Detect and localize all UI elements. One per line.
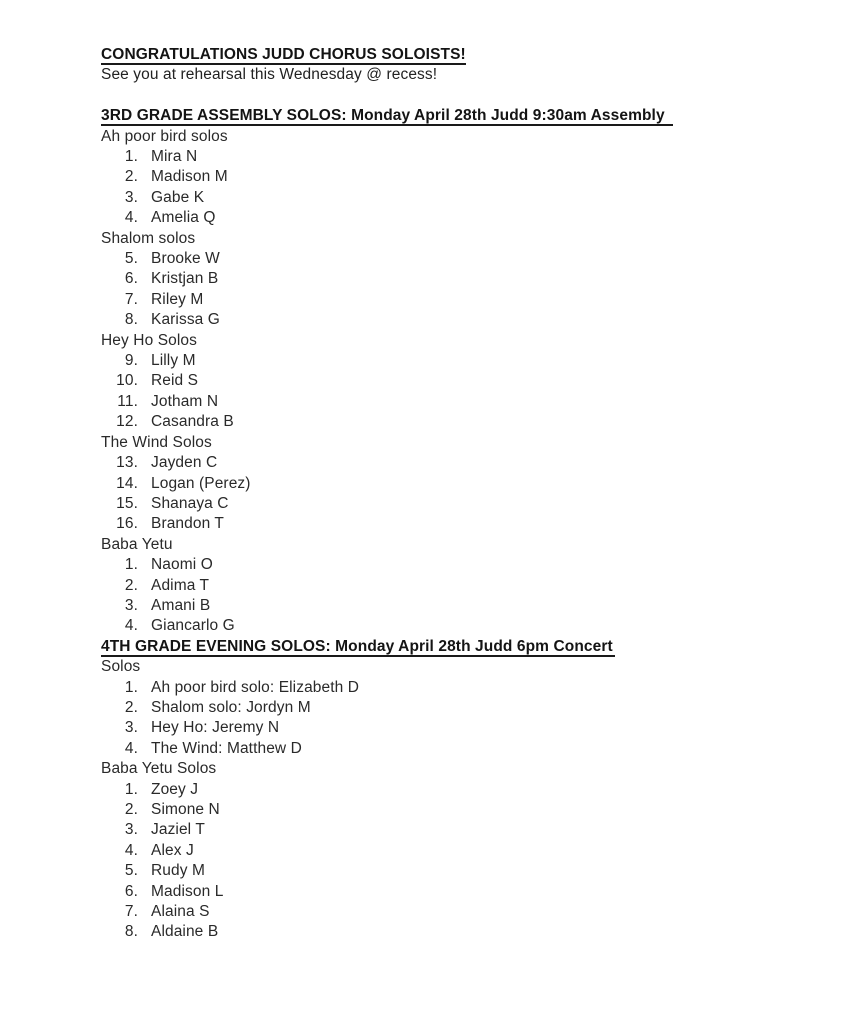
list-item-name: Madison L: [151, 882, 224, 900]
list-item: [101, 596, 821, 616]
section-heading-line: [101, 106, 821, 126]
list-item-number: 11.: [117, 392, 138, 410]
list-item-name: Hey Ho: Jeremy N: [151, 719, 280, 737]
list-item: [101, 780, 821, 800]
title-line: [101, 45, 821, 65]
list-item: [101, 269, 821, 289]
list-item-name: Alaina S: [151, 903, 210, 921]
list-item-number: 10.: [116, 372, 138, 390]
list-item-name: Karissa G: [151, 311, 220, 329]
list-item: [101, 412, 821, 432]
list-item: [101, 678, 821, 698]
list-item: [101, 494, 821, 514]
list-item: [101, 371, 821, 391]
list-item: [101, 861, 821, 881]
list-item-name: Naomi O: [151, 556, 213, 574]
list-item: [101, 474, 821, 494]
group-label: Shalom solos: [101, 229, 196, 247]
list-item: [101, 290, 821, 310]
list-item: [101, 147, 821, 167]
section-heading-line: [101, 637, 821, 657]
blank-line: [101, 86, 821, 106]
list-item-number: 7.: [124, 290, 138, 308]
list-item-number: 3.: [124, 821, 138, 839]
group-label: Baba Yetu Solos: [101, 760, 217, 778]
list-item: [101, 351, 821, 371]
list-item: [101, 841, 821, 861]
list-item-name: Adima T: [151, 576, 210, 594]
list-item-name: Ah poor bird solo: Elizabeth D: [151, 678, 360, 696]
list-item: [101, 208, 821, 228]
list-item-number: 2.: [124, 168, 138, 186]
list-item-number: 12.: [116, 413, 138, 431]
list-item: [101, 514, 821, 534]
list-item-number: 13.: [116, 454, 138, 472]
page-title: CONGRATULATIONS JUDD CHORUS SOLOISTS!: [101, 46, 466, 63]
list-item-name: Amelia Q: [151, 209, 216, 227]
list-item-name: Reid S: [151, 372, 199, 390]
list-item-number: 1.: [124, 556, 138, 574]
list-item-name: Mira N: [151, 148, 198, 166]
group-label: Solos: [101, 658, 141, 676]
list-item-name: Madison M: [151, 168, 228, 186]
list-item-number: 1.: [124, 678, 138, 696]
group-label: The Wind Solos: [101, 433, 212, 451]
list-item-name: Casandra B: [151, 413, 234, 431]
list-item-number: 4.: [124, 841, 138, 859]
list-item: [101, 902, 821, 922]
list-item-name: Rudy M: [151, 862, 206, 880]
list-item-name: Shalom solo: Jordyn M: [151, 698, 311, 716]
list-item-number: 3.: [124, 719, 138, 737]
list-item: [101, 310, 821, 330]
list-item-number: 2.: [124, 698, 138, 716]
subtitle: See you at rehearsal this Wednesday @ recess!: [101, 66, 438, 84]
list-item-number: 8.: [124, 311, 138, 329]
list-item-number: 8.: [124, 923, 138, 941]
list-item-name: Amani B: [151, 596, 211, 614]
list-item-number: 4.: [124, 209, 138, 227]
list-item: [101, 800, 821, 820]
list-item-number: 2.: [124, 576, 138, 594]
list-item-number: 4.: [124, 739, 138, 757]
list-item-name: Kristjan B: [151, 270, 219, 288]
list-item-number: 2.: [124, 801, 138, 819]
list-item-name: Logan (Perez): [151, 474, 251, 492]
list-item-number: 4.: [124, 617, 138, 635]
sections-container: [101, 106, 821, 943]
list-item: [101, 555, 821, 575]
list-item-number: 9.: [124, 352, 138, 370]
subtitle-line: [101, 65, 821, 85]
list-item: [101, 739, 821, 759]
list-item-name: Brandon T: [151, 515, 224, 533]
list-item-number: 1.: [124, 780, 138, 798]
list-item-name: Simone N: [151, 801, 220, 819]
list-item-number: 14.: [116, 474, 138, 492]
list-item-name: Riley M: [151, 290, 204, 308]
list-item-number: 1.: [124, 148, 138, 166]
list-item: [101, 820, 821, 840]
list-item-name: Aldaine B: [151, 923, 219, 941]
group-label: Hey Ho Solos: [101, 331, 197, 349]
list-item-number: 6.: [124, 270, 138, 288]
list-item: [101, 188, 821, 208]
list-item-name: Giancarlo G: [151, 617, 235, 635]
list-item-number: 3.: [124, 188, 138, 206]
list-item: [101, 882, 821, 902]
list-item-number: 5.: [124, 250, 138, 268]
list-item: [101, 616, 821, 636]
list-item: [101, 718, 821, 738]
list-item-name: Zoey J: [151, 780, 199, 798]
list-item-number: 15.: [116, 494, 138, 512]
list-item-number: 3.: [124, 596, 138, 614]
list-item-number: 7.: [124, 903, 138, 921]
list-item: [101, 167, 821, 187]
list-item-number: 16.: [116, 515, 138, 533]
list-item: [101, 453, 821, 473]
list-item-name: Lilly M: [151, 352, 196, 370]
group-label: Ah poor bird solos: [101, 127, 228, 145]
list-item-number: 5.: [124, 862, 138, 880]
list-item-name: Alex J: [151, 841, 194, 859]
list-item: [101, 249, 821, 269]
section-heading: 4TH GRADE EVENING SOLOS: Monday April 28th Judd 6pm Concert: [101, 637, 613, 655]
list-item-name: Shanaya C: [151, 494, 229, 512]
list-item-name: Jayden C: [151, 454, 218, 472]
list-item-name: Jotham N: [151, 392, 219, 410]
section-heading: 3RD GRADE ASSEMBLY SOLOS: Monday April 28th Judd 9:30am Assembly: [101, 107, 673, 126]
list-item: [101, 576, 821, 596]
list-item: [101, 922, 821, 942]
list-item-name: The Wind: Matthew D: [151, 739, 302, 757]
group-label: Baba Yetu: [101, 535, 173, 553]
list-item: [101, 698, 821, 718]
list-item-name: Gabe K: [151, 188, 205, 206]
list-item-number: 6.: [124, 882, 138, 900]
list-item: [101, 392, 821, 412]
list-item-name: Brooke W: [151, 250, 220, 268]
list-item-name: Jaziel T: [151, 821, 205, 839]
